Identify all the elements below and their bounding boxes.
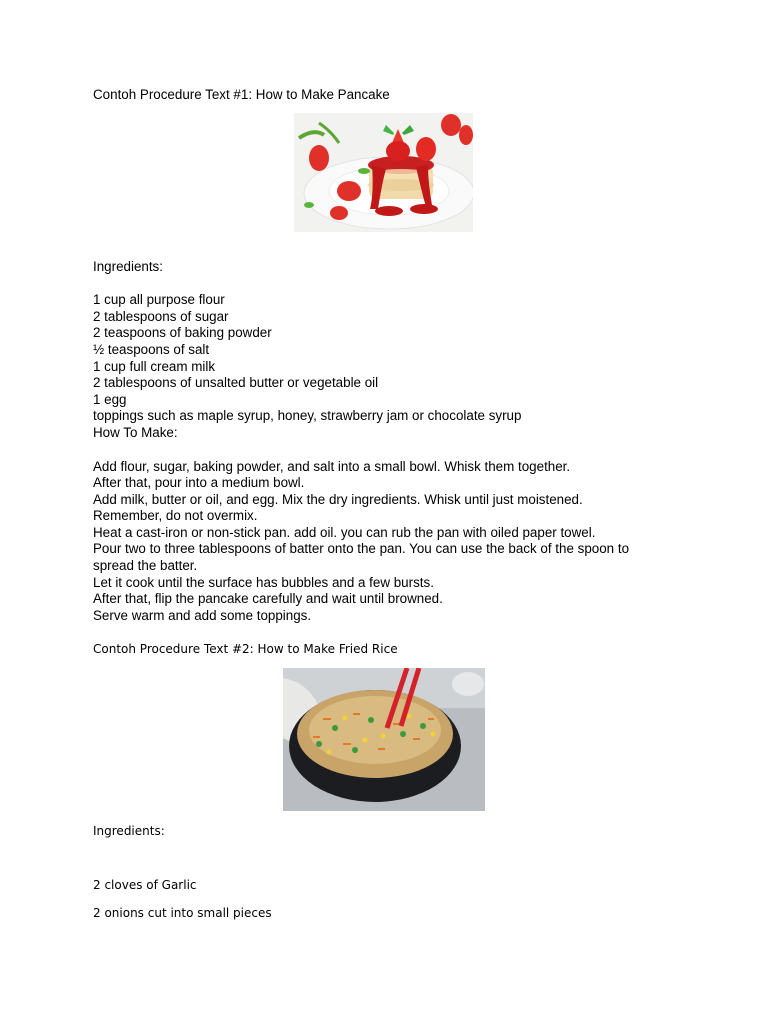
step-item: After that, flip the pancake carefully and wait until browned. <box>93 591 443 606</box>
fried-rice-image <box>283 668 485 811</box>
step-item: Pour two to three tablespoons of batter onto the pan. You can use the back of the spoon to <box>93 541 630 556</box>
section1-steps-heading: How To Make: <box>93 425 178 440</box>
step-item: Add flour, sugar, baking powder, and salt into a small bowl. Whisk them together. <box>93 459 571 474</box>
ingredient-item: 2 tablespoons of sugar <box>93 309 229 324</box>
ingredient-item: 2 onions cut into small pieces <box>93 906 272 920</box>
ingredient-item: 1 cup all purpose flour <box>93 292 225 307</box>
step-item: Let it cook until the surface has bubbles and a few bursts. <box>93 575 434 590</box>
pancake-image <box>294 113 473 232</box>
section2-title: Contoh Procedure Text #2: How to Make Fried Rice <box>93 642 398 656</box>
ingredient-item: 2 cloves of Garlic <box>93 878 197 892</box>
ingredient-item: 2 teaspoons of baking powder <box>93 325 272 340</box>
section1-ingredients-heading: Ingredients: <box>93 259 163 274</box>
ingredient-item: 1 cup full cream milk <box>93 359 216 374</box>
step-item: Remember, do not overmix. <box>93 508 258 523</box>
section1-title: Contoh Procedure Text #1: How to Make Pancake <box>93 87 390 102</box>
step-item: Heat a cast-iron or non-stick pan. add oil. you can rub the pan with oiled paper towel. <box>93 525 596 540</box>
ingredient-item: 1 egg <box>93 392 127 407</box>
ingredient-item: 2 tablespoons of unsalted butter or vegetable oil <box>93 375 379 390</box>
section2-ingredients-heading: Ingredients: <box>93 824 165 838</box>
step-item: spread the batter. <box>93 558 198 573</box>
step-item: Serve warm and add some toppings. <box>93 608 312 623</box>
ingredient-item: toppings such as maple syrup, honey, strawberry jam or chocolate syrup <box>93 408 522 423</box>
step-item: Add milk, butter or oil, and egg. Mix the dry ingredients. Whisk until just moistened. <box>93 492 583 507</box>
ingredient-item: ½ teaspoons of salt <box>93 342 210 357</box>
step-item: After that, pour into a medium bowl. <box>93 475 305 490</box>
